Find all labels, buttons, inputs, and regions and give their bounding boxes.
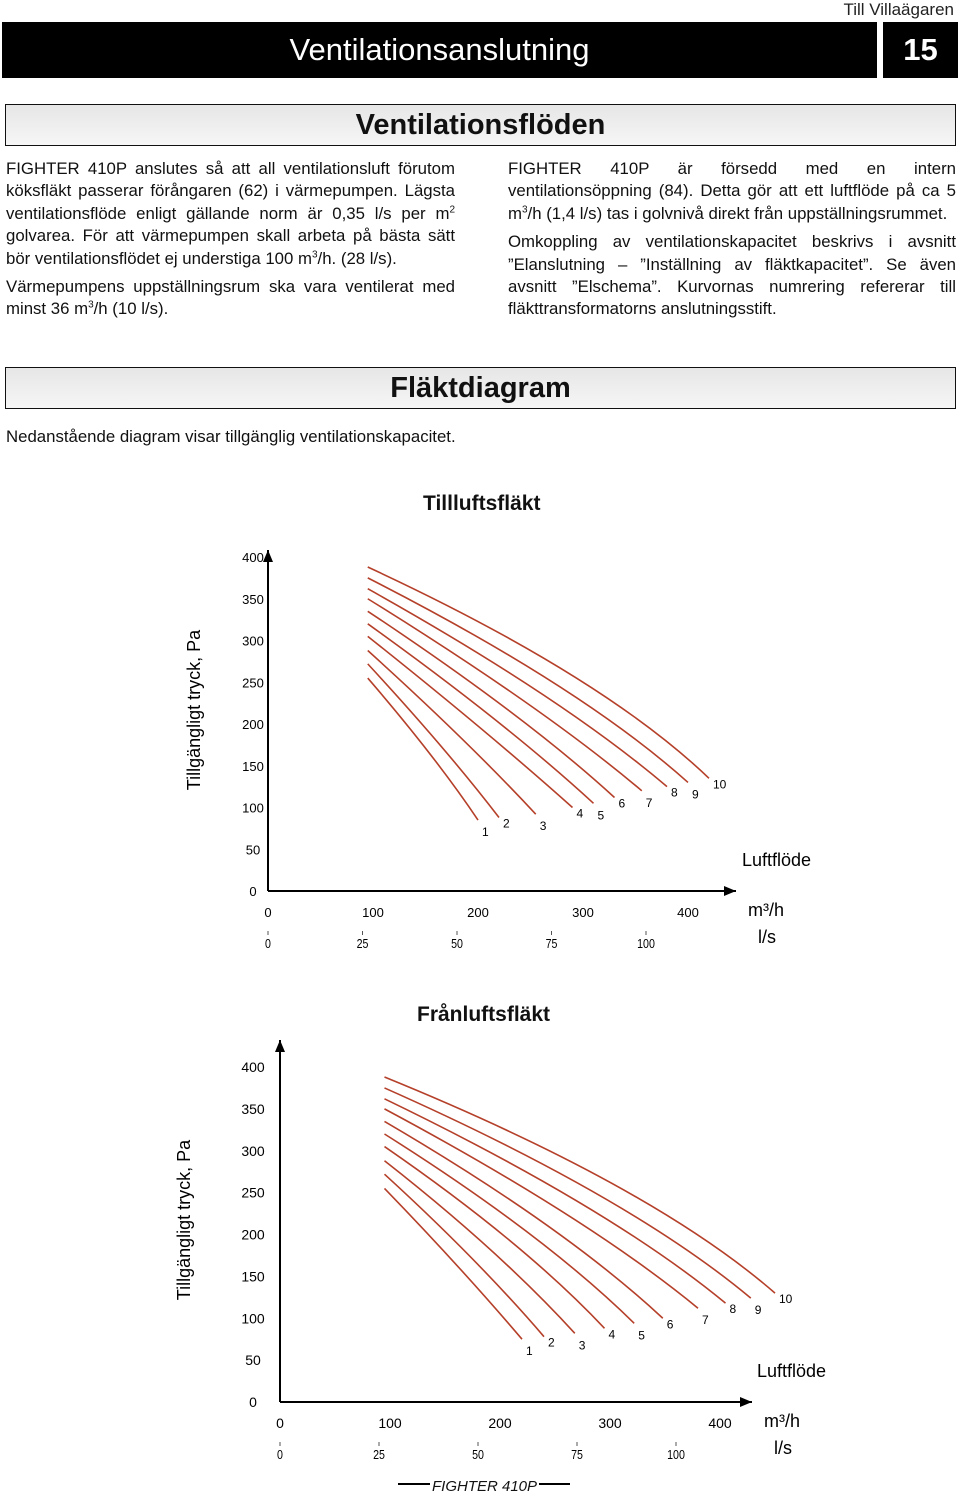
y-tick-label: 250 [241,1184,265,1201]
y-tick-label: 150 [242,758,264,774]
curve-label-4: 4 [576,806,584,821]
fan-curve-4 [385,1147,605,1329]
y-tick-label: 300 [242,633,264,649]
fan-curve-8 [385,1099,726,1303]
section-heading-flaktdiagram: Fläktdiagram [5,367,956,409]
section-heading-ventilationsfloden: Ventilationsflöden [5,104,956,146]
x-tick-label-ls: 100 [667,1446,685,1463]
fan-curve-8 [368,589,667,787]
fan-curve-6 [385,1121,663,1318]
section-tag: Till Villaägaren [843,0,954,19]
x-tick-label-m3h: 200 [488,1415,512,1431]
x-axis-arrow [740,1397,752,1407]
y-tick-label: 200 [242,717,264,732]
paragraph-room-ventilation: Värmepumpens uppställningsrum ska vara ventilerat med minst 36 $m^3/h$ (10 l/s). [6,277,455,319]
curve-label-5: 5 [597,808,605,823]
diagram-intro: Nedanstående diagram visar tillgänglig ventilationskapacitet. [6,427,456,446]
y-tick-label: 100 [241,1310,265,1327]
curve-label-2: 2 [548,1335,555,1350]
y-axis-label: Tillgängligt tryck, Pa [184,629,204,791]
chart-title-tilluft: Tillluftsfläkt [423,492,541,515]
fan-curve-1 [385,1188,523,1339]
x-tick-label-ls: 50 [472,1446,484,1463]
y-tick-label: 50 [245,842,261,858]
fan-curve-7 [385,1109,699,1308]
y-axis-arrow [263,550,273,562]
footer-model: FIGHTER 410P [432,1478,538,1495]
fan-curve-9 [385,1088,751,1298]
curve-label-9: 9 [692,787,699,802]
x-tick-label-m3h: 100 [362,905,384,920]
x-tick-label-m3h: 100 [378,1415,402,1431]
left-column [6,158,455,327]
y-tick-label: 50 [245,1352,261,1369]
curve-label-7: 7 [645,795,653,810]
y-tick-label: 0 [249,884,257,899]
x-tick-label-ls: 50 [451,935,463,952]
paragraph-internal-opening: FIGHTER 410P är försedd med en intern ventilationsöppning (84). Detta gör att ett luftflöde på ca 5 $m^3/h$ (1,4 l/s) tas i golvnivå direkt från uppställningsrummet. [508,159,956,223]
curve-label-3: 3 [539,819,547,834]
curve-label-8: 8 [729,1302,737,1317]
x-tick-label-ls: 0 [277,1446,283,1463]
curve-label-3: 3 [578,1338,586,1353]
x-axis-arrow [724,886,736,896]
x-tick-label-m3h: 200 [467,905,489,920]
paragraph-switching: Omkoppling av ventilationskapacitet beskrivs i avsnitt ”Elanslutning – ”Inställning av fläktkapacitet”. Se även avsnitt ”Elschema”. Kurvornas numrering refererar till fläkttransformatorns anslutningsstift. [508,232,956,319]
y-axis-arrow [275,1040,285,1052]
x-tick-label-ls: 100 [637,935,655,952]
x-unit-m3h: m³/h [764,1411,800,1431]
fan-curve-2 [385,1174,545,1336]
right-column [508,158,956,327]
x-tick-label-m3h: 0 [264,905,272,920]
x-tick-label-m3h: 300 [572,905,594,920]
x-unit-ls: l/s [774,1438,792,1458]
x-axis-label: Luftflöde [742,850,812,870]
y-tick-label: 150 [241,1268,265,1285]
chart-title-franluft: Frånluftsfläkt [417,1003,551,1026]
curve-label-6: 6 [666,1317,674,1332]
y-axis-label: Tillgängligt tryck, Pa [174,1139,194,1301]
y-tick-label: 400 [242,550,264,565]
y-tick-label: 250 [242,675,264,691]
y-tick-label: 400 [241,1059,265,1075]
y-tick-label: 350 [241,1100,265,1117]
y-tick-label: 200 [241,1226,265,1243]
x-unit-ls: l/s [758,927,776,947]
x-tick-label-ls: 25 [356,935,369,952]
paragraph-flow-requirement: FIGHTER 410P anslutes så att all ventilationsluft förutom köksfläkt passerar förångaren (62) i värmepumpen. Lägsta ventilationsflöde enligt gällande norm är 0,35 l/s per $m^2$ golvarea. För att värmepumpen skall arbeta på bästa sätt bör ventilationsflödet ej understiga 100 $m^3/h$. (28 l/s). [6,159,455,268]
page-number: 15 [883,22,958,78]
chart-tilluftsflakt [0,520,960,960]
curve-label-4: 4 [608,1327,616,1342]
x-tick-label-ls: 0 [265,935,271,952]
y-tick-label: 350 [242,591,264,607]
curve-label-2: 2 [503,816,510,831]
fan-curve-9 [368,578,688,783]
curve-label-1: 1 [482,825,489,840]
x-tick-label-m3h: 400 [708,1415,732,1431]
fan-curve-7 [368,599,642,791]
fan-curve-5 [368,624,594,804]
page-title: Ventilationsanslutning [2,22,877,78]
x-axis-label: Luftflöde [757,1361,827,1381]
x-tick-label-ls: 75 [571,1446,583,1463]
curve-label-7: 7 [702,1313,709,1328]
curve-label-6: 6 [618,796,626,811]
x-tick-label-ls: 75 [545,935,558,952]
y-tick-label: 100 [242,800,264,816]
curve-label-10: 10 [713,777,727,792]
curve-label-9: 9 [754,1303,762,1318]
chart-franluftsflakt [0,1030,960,1470]
x-tick-label-ls: 25 [373,1446,385,1463]
x-tick-label-m3h: 400 [677,905,699,920]
curve-label-1: 1 [526,1344,533,1359]
fan-curve-1 [368,678,478,820]
x-tick-label-m3h: 300 [598,1415,622,1431]
x-unit-m3h: m³/h [748,900,784,920]
fan-curve-2 [368,664,499,818]
curve-label-8: 8 [671,785,678,800]
y-tick-label: 0 [249,1394,257,1410]
curve-label-5: 5 [638,1328,645,1343]
x-tick-label-m3h: 0 [276,1415,284,1431]
curve-label-10: 10 [779,1292,793,1307]
y-tick-label: 300 [241,1142,265,1159]
